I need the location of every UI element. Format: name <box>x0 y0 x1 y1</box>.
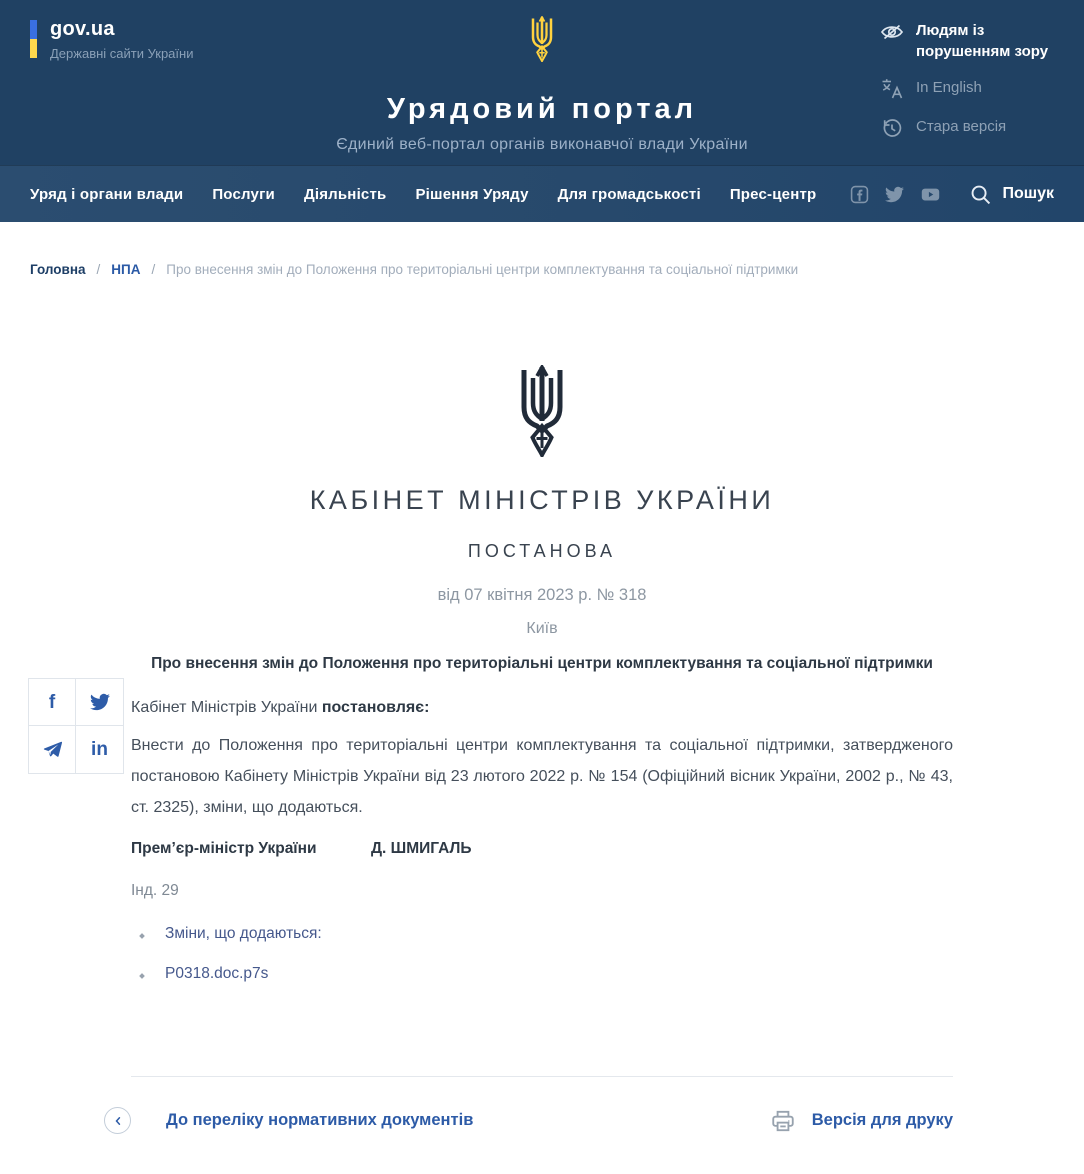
telegram-icon <box>42 739 63 760</box>
signature-row <box>131 840 953 858</box>
list-item <box>131 914 953 954</box>
trident-icon <box>526 16 558 62</box>
document-article <box>48 365 953 1174</box>
nav-item-government[interactable]: Уряд і органи влади <box>30 185 184 203</box>
breadcrumb-separator: / <box>151 262 156 277</box>
vision-impaired-link[interactable] <box>880 20 1058 62</box>
share-linkedin-button[interactable] <box>76 726 123 773</box>
breadcrumb-separator: / <box>96 262 101 277</box>
attachments-list <box>131 914 953 994</box>
breadcrumb-npa[interactable]: НПА <box>111 262 141 277</box>
in-english-link[interactable] <box>880 77 1058 101</box>
nav-item-activity[interactable]: Діяльність <box>303 185 387 203</box>
search-label[interactable]: Пошук <box>1002 185 1054 202</box>
document-body-paragraph: Внести до Положення про територіальні центри комплектування та соціальної підтримки, затвердженого постановою Кабінету Міністрів України від 23 лютого 2022 р. № 154 (Офіційний вісник України, 2002 р., № 43, ст. 2325), зміни, що додаються. <box>131 736 953 817</box>
printer-icon <box>770 1108 796 1134</box>
document-date: від 07 квітня 2023 р. № 318 <box>437 586 647 604</box>
breadcrumb-home[interactable]: Головна <box>30 262 86 277</box>
signature-role: Прем’єр-міністр України <box>131 840 317 858</box>
govua-logo-text[interactable]: gov.ua <box>50 18 115 40</box>
document-intro <box>131 694 953 723</box>
document-type: ПОСТАНОВА <box>467 541 617 561</box>
list-item <box>131 954 953 994</box>
print-version-link[interactable] <box>770 1108 953 1134</box>
old-version-link[interactable] <box>880 116 1058 140</box>
translate-icon <box>880 77 904 101</box>
nav-right-group <box>850 183 1054 206</box>
linkedin-icon: in <box>91 739 108 760</box>
in-english-label[interactable]: In English <box>916 79 982 96</box>
portal-subtitle: Єдиний веб-портал органів виконавчої влади України <box>336 136 748 153</box>
intro-bold-text: постановляє: <box>321 699 430 716</box>
accessibility-menu <box>880 20 1058 140</box>
share-twitter-button[interactable] <box>76 679 123 726</box>
nav-item-public[interactable]: Для громадськості <box>557 185 701 203</box>
main-nav <box>0 165 1084 222</box>
back-to-list-link[interactable] <box>104 1107 473 1134</box>
share-rail <box>28 678 124 774</box>
chevron-left-icon[interactable] <box>104 1107 131 1134</box>
attachment-changes-link[interactable]: Зміни, що додаються: <box>165 925 322 943</box>
youtube-icon[interactable] <box>920 185 941 204</box>
trident-icon <box>510 365 574 457</box>
old-version-label[interactable]: Стара версія <box>916 118 1007 135</box>
intro-text: Кабінет Міністрів України <box>131 699 322 716</box>
vision-impaired-icon <box>880 20 904 44</box>
facebook-icon: f <box>48 691 56 713</box>
breadcrumb <box>30 262 1054 277</box>
nav-item-decisions[interactable]: Рішення Уряду <box>415 185 529 203</box>
nav-item-services[interactable]: Послуги <box>212 185 275 203</box>
document-title: Про внесення змін до Положення про територіальні центри комплектування та соціальної підтримки <box>151 655 933 672</box>
share-facebook-button[interactable] <box>29 679 76 726</box>
search-icon[interactable] <box>969 183 992 206</box>
govua-tagline: Державні сайти України <box>50 46 194 61</box>
vision-impaired-label[interactable]: Людям із порушенням зору <box>916 22 1049 60</box>
document-index: Інд. 29 <box>131 882 179 900</box>
back-link-label[interactable]: До переліку нормативних документів <box>166 1111 474 1130</box>
document-city: Київ <box>526 620 558 637</box>
print-link-label[interactable]: Версія для друку <box>811 1111 953 1130</box>
signature-name: Д. ШМИГАЛЬ <box>371 840 472 858</box>
twitter-icon[interactable] <box>885 185 904 204</box>
portal-title[interactable]: Урядовий портал <box>386 93 698 125</box>
share-telegram-button[interactable] <box>29 726 76 773</box>
document-organization: КАБІНЕТ МІНІСТРІВ УКРАЇНИ <box>309 485 775 515</box>
breadcrumb-current: Про внесення змін до Положення про територіальні центри комплектування та соціальної підтримки <box>166 262 799 277</box>
nav-item-press[interactable]: Прес-центр <box>729 185 817 203</box>
facebook-icon[interactable] <box>850 185 869 204</box>
history-icon <box>880 116 904 140</box>
search-control[interactable] <box>969 183 1054 206</box>
twitter-icon <box>90 692 110 712</box>
document-footer <box>131 1107 953 1174</box>
attachment-file-link[interactable]: P0318.doc.p7s <box>165 965 269 983</box>
footer-divider <box>131 1076 953 1077</box>
site-header <box>0 0 1084 165</box>
